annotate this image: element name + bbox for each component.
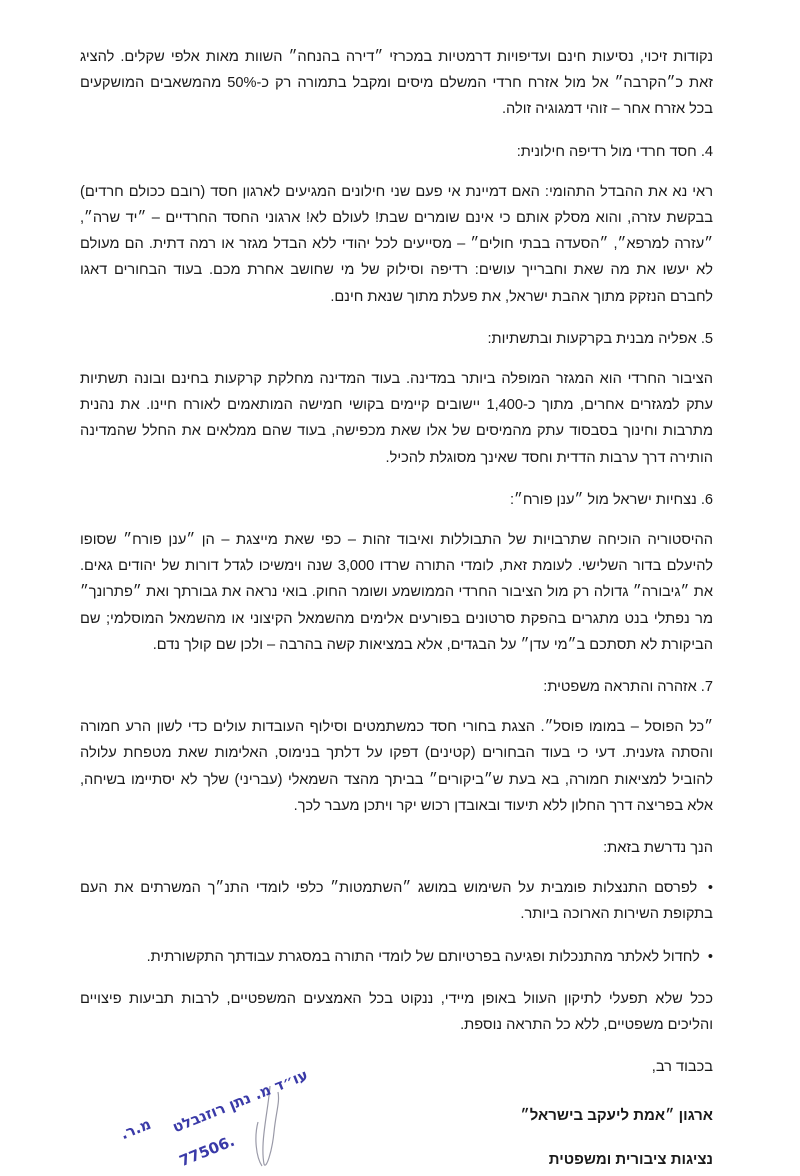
demand-item (80, 944, 713, 970)
stamp-license-number: 77506. (176, 1131, 238, 1171)
section-7-body: ״כל הפוסל – במומו פוסל״. הצגת בחורי חסד כמשתמטים וסילוף העובדות עולים כדי לשון הרע חמורה והסתה גזענית. דעי כי בעוד הבחורים (קטינים) דפקו על דלתך בנימוס, האלימות שאת מטפחת עלולה להוביל למציאות חמורה, בא בעת ש״ביקורים״ בביתך מהצד השמאלי (עבריני) שלך לא יסתיימו בשיחה, אלא בפריצה דרך החלון ללא תיעוד ובאובדן רכוש יקר ויתכן מעבר לכך. (80, 719, 713, 814)
section-4-body: ראי נא את ההבדל התהומי: האם דמיינת אי פעם שני חילונים המגיעים לארגון חסד (רובם ככולם חרדים) בבקשת עזרה, והוא מסלק אותם כי אינם שומרים שבת! לעולם לא! ארגוני החסד החרדיים – ״יד שרה״, ״עזרה למרפא״, ״הסעדה בבתי חולים״ – מסייעים לכל יהודי ללא הבדל מגזר או רמה דתית. הם מעולם לא יעשו את מה שאת וחברייך עושים: רדיפה וסילוק של מי שחושב אחרת מכם. בעוד הבחורים דאגו לחברם הנזקק מתוך אהבת ישראל, את פעלת מתוך שנאת חינם. (80, 183, 713, 305)
stamp-license-label: מ.ר. (117, 1114, 154, 1144)
section-5-heading: 5. אפליה מבנית בקרקעות ובתשתיות: (487, 330, 713, 347)
salutation: בכבוד רב, (651, 1059, 713, 1076)
closing-paragraph: ככל שלא תפעלי לתיקון העוול באופן מיידי, ננקוט בכל האמצעים המשפטיים, לרבות תביעות פיצויים והליכים משפטיים, ללא כל התראה נוספת. (80, 990, 713, 1034)
section-7-heading: 7. אזהרה והתראה משפטית: (543, 679, 713, 696)
demand-text: לחדול לאלתר מהתנכלות ופגיעה בפרטיותם של לומדי התורה במסגרת עבודתך התקשורתית. (146, 948, 700, 965)
signature-organization: ארגון ״אמת ליעקב בישראל״ (520, 1106, 713, 1124)
demand-text: לפרסם התנצלות פומבית על השימוש במושג ״השתמטות״ כלפי לומדי התנ״ך המשרתים את העם בתקופת השירות הארוכה ביותר. (80, 880, 713, 923)
intro-paragraph: נקודות זיכוי, נסיעות חינם ועדיפויות דרמטיות במכרזי ״דירה בהנחה״ השוות מאות אלפי שקלים. להציג זאת כ״הקרבה״ אל מול אזרח חרדי המשלם מיסים ומקבל בתמורה רק כ-50% מהמשאבים המושקעים בכל אזרח אחר – זוהי דמגוגיה זולה. (80, 49, 713, 118)
bullet-icon: • (707, 880, 713, 897)
signature-role: נציגות ציבורית ומשפטית (548, 1150, 713, 1168)
lawyer-stamp (100, 1065, 311, 1172)
section-6-body: ההיסטוריה הוכיחה שתרבויות של התבוללות ואיבוד זהות – כפי שאת מייצגת – הן ״ענן פורח״ שסופו להיעלם בדור השלישי. לעומת זאת, לומדי התורה שרדו 3,000 שנה וימשיכו לגדל דורות של יהודים גאים. את ״גיבורה״ גדולה רק מול הציבור החרדי הממושמע ושומר החוק. בואי נראה את גבורתך ואת ״פתרונך״ מר נפתלי בנט מתגרים בהפקת סרטונים בפורעים אלימים מהשמאל הקיצוני או מהשמאל המוסלמי; שם הביקורת לא תסתכם ב״מי עדן״ על הבגדים, אלא במציאות קשה בהרבה – ולכן שם קולך נדם. (80, 532, 713, 653)
section-6-heading: 6. נצחיות ישראל מול ״ענן פורח״: (509, 491, 713, 508)
stamp-lawyer-name: עו״ד מ. נתן רוזנבלט (169, 1065, 311, 1137)
letter-body (80, 44, 713, 1173)
demands-intro: הנך נדרשת בזאת: (603, 840, 713, 857)
demand-item (80, 875, 713, 927)
section-4-heading: 4. חסד חרדי מול רדיפה חילונית: (516, 143, 713, 160)
section-5-body: הציבור החרדי הוא המגזר המופלה ביותר במדינה. בעוד המדינה מחלקת קרקעות בחינם ובונה תשתיות עתק למגזרים אחרים, מתוך כ-1,400 יישובים קיימים בקושי חמישה המותאמים לאורח חיינו. את נהנית מתרבות וחינוך בסבסוד עתק מהמיסים של אלו שאת מכפישה, בעוד שהם ממלאים את החלל שהמדינה הותירה דרך ערבות הדדית וחסד שאינך מסוגלת להכיל. (80, 371, 714, 466)
bullet-icon: • (707, 948, 713, 965)
